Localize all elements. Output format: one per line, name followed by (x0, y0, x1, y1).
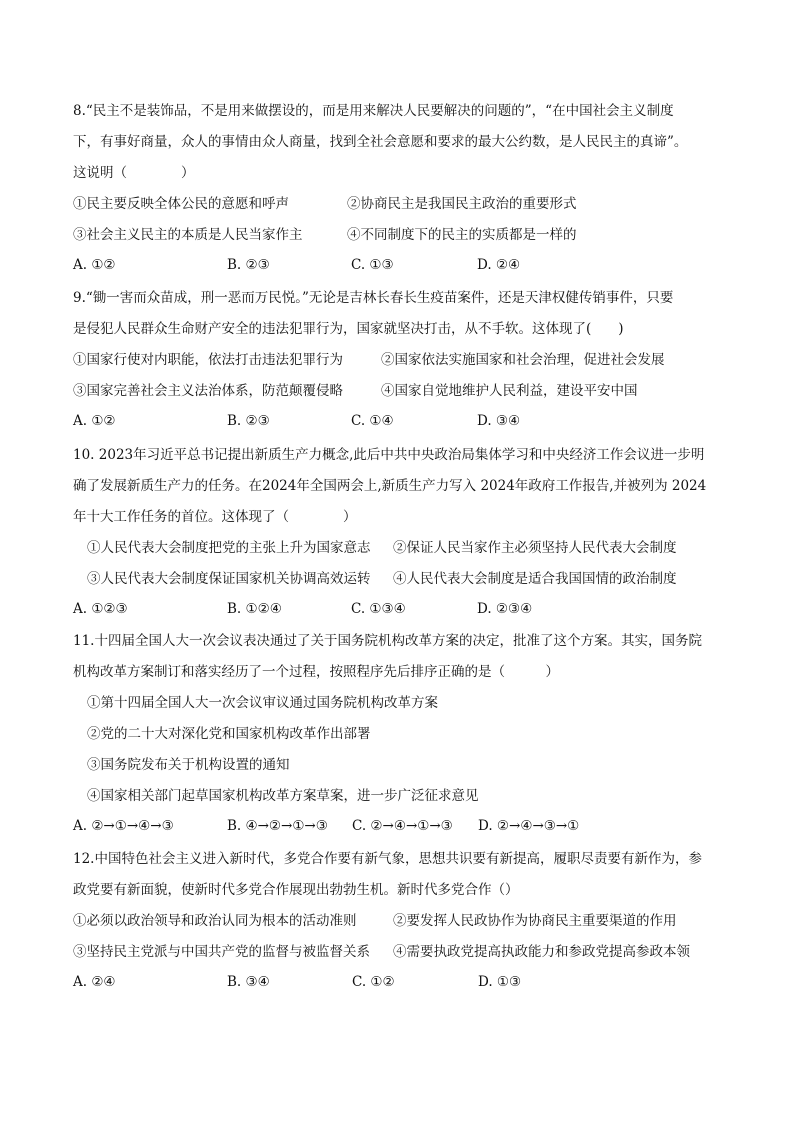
answer-b: B. ①②④ (227, 601, 282, 617)
option-3: ③国务院发布关于机构设置的通知 (87, 757, 290, 773)
option-1: ①国家行使对内职能，依法打击违法犯罪行为 (73, 352, 343, 368)
option-1: ①第十四届全国人大一次会议审议通过国务院机构改革方案 (87, 695, 438, 711)
question-stem: 10. 2023年习近平总书记提出新质生产力概念,此后中共中央政治局集体学习和中央经济工作会议进一步明 (73, 447, 705, 463)
option-4: ④不同制度下的民主的实质都是一样的 (347, 227, 577, 243)
answer-choices (73, 968, 725, 996)
option-1: ①必须以政治领导和政治认同为根本的活动准则 (73, 913, 357, 929)
answer-c: C. ①② (352, 974, 395, 990)
question-11 (73, 626, 725, 840)
answer-b: B. ②③ (227, 413, 270, 429)
question-10 (73, 440, 725, 623)
question-stem: 12.中国特色社会主义进入新时代，多党合作要有新气象，思想共识要有新提高，履职尽责要有新作为，参 (73, 851, 702, 867)
answer-choices (73, 595, 725, 623)
option-2: ②协商民主是我国民主政治的重要形式 (347, 196, 577, 212)
option-2: ②党的二十大对深化党和国家机构改革作出部署 (87, 726, 371, 742)
option-1: ①人民代表大会制度把党的主张上升为国家意志 (87, 540, 371, 556)
answer-b: B. ②③ (227, 257, 270, 273)
answer-b: B. ③④ (227, 974, 270, 990)
answer-c: C. ②→④→①→③ (352, 818, 453, 834)
answer-b: B. ④→②→①→③ (227, 818, 328, 834)
answer-choices (73, 407, 725, 435)
answer-a: A. ①② (73, 257, 116, 273)
answer-d: D. ②④ (477, 257, 521, 273)
option-1: ①民主要反映全体公民的意愿和呼声 (73, 196, 289, 212)
answer-c: C. ①③④ (351, 601, 406, 617)
option-4: ④需要执政党提高执政能力和参政党提高参政本领 (393, 944, 690, 960)
question-stem: 9.“锄一害而众苗成，刑一恶而万民悦。”无论是吉林长春长生疫苗案件，还是天津权健传销事件，只要 (73, 290, 674, 306)
answer-choices (73, 251, 725, 279)
option-2: ②国家依法实施国家和社会治理，促进社会发展 (381, 352, 665, 368)
option-2: ②保证人民当家作主必须坚持人民代表大会制度 (393, 540, 677, 556)
question-stem: 是侵犯人民群众生命财产安全的违法犯罪行为，国家就坚决打击，从不手软。这体现了( ) (73, 321, 624, 337)
option-3: ③社会主义民主的本质是人民当家作主 (73, 227, 303, 243)
answer-a: A. ②④ (73, 974, 116, 990)
question-stem: 这说明（ ） (73, 165, 195, 181)
answer-c: C. ①④ (351, 413, 394, 429)
answer-a: A. ①② (73, 413, 116, 429)
question-stem: 下，有事好商量，众人的事情由众人商量，找到全社会意愿和要求的最大公约数，是人民民主的真谛”。 (73, 134, 688, 150)
question-12 (73, 844, 725, 996)
answer-d: D. ③④ (477, 413, 521, 429)
question-stem: 机构改革方案制订和落实经历了一个过程，按照程序先后排序正确的是（ ） (73, 664, 559, 680)
option-4: ④国家相关部门起草国家机构改革方案草案，进一步广泛征求意见 (87, 788, 479, 804)
question-stem: 11.十四届全国人大一次会议表决通过了关于国务院机构改革方案的决定，批准了这个方案。其实，国务院 (73, 633, 702, 649)
option-3: ③人民代表大会制度保证国家机关协调高效运转 (87, 571, 371, 587)
answer-choices (73, 812, 725, 840)
answer-d: D. ②③④ (477, 601, 533, 617)
question-stem: 确了发展新质生产力的任务。在2024年全国两会上,新质生产力写入 2024年政府工作报告,并被列为 2024 (73, 478, 707, 494)
answer-a: A. ①②③ (73, 601, 128, 617)
question-8 (73, 96, 725, 279)
option-2: ②要发挥人民政协作为协商民主重要渠道的作用 (393, 913, 677, 929)
question-stem: 年十大工作任务的首位。这体现了（ ） (73, 509, 357, 525)
question-stem: 8.“民主不是装饰品，不是用来做摆设的，而是用来解决人民要解决的问题的”，“在中国社会主义制度 (73, 103, 674, 119)
option-3: ③国家完善社会主义法治体系，防范颠覆侵略 (73, 383, 343, 399)
answer-a: A. ②→①→④→③ (73, 818, 174, 834)
answer-d: D. ②→④→③→① (478, 818, 580, 834)
question-stem: 政党要有新面貌，使新时代多党合作展现出勃勃生机。新时代多党合作（） (73, 882, 519, 898)
answer-c: C. ①③ (351, 257, 394, 273)
option-3: ③坚持民主党派与中国共产党的监督与被监督关系 (73, 944, 370, 960)
option-4: ④国家自觉地维护人民利益，建设平安中国 (381, 383, 638, 399)
option-4: ④人民代表大会制度是适合我国国情的政治制度 (393, 571, 677, 587)
answer-d: D. ①③ (478, 974, 522, 990)
question-9 (73, 283, 725, 435)
